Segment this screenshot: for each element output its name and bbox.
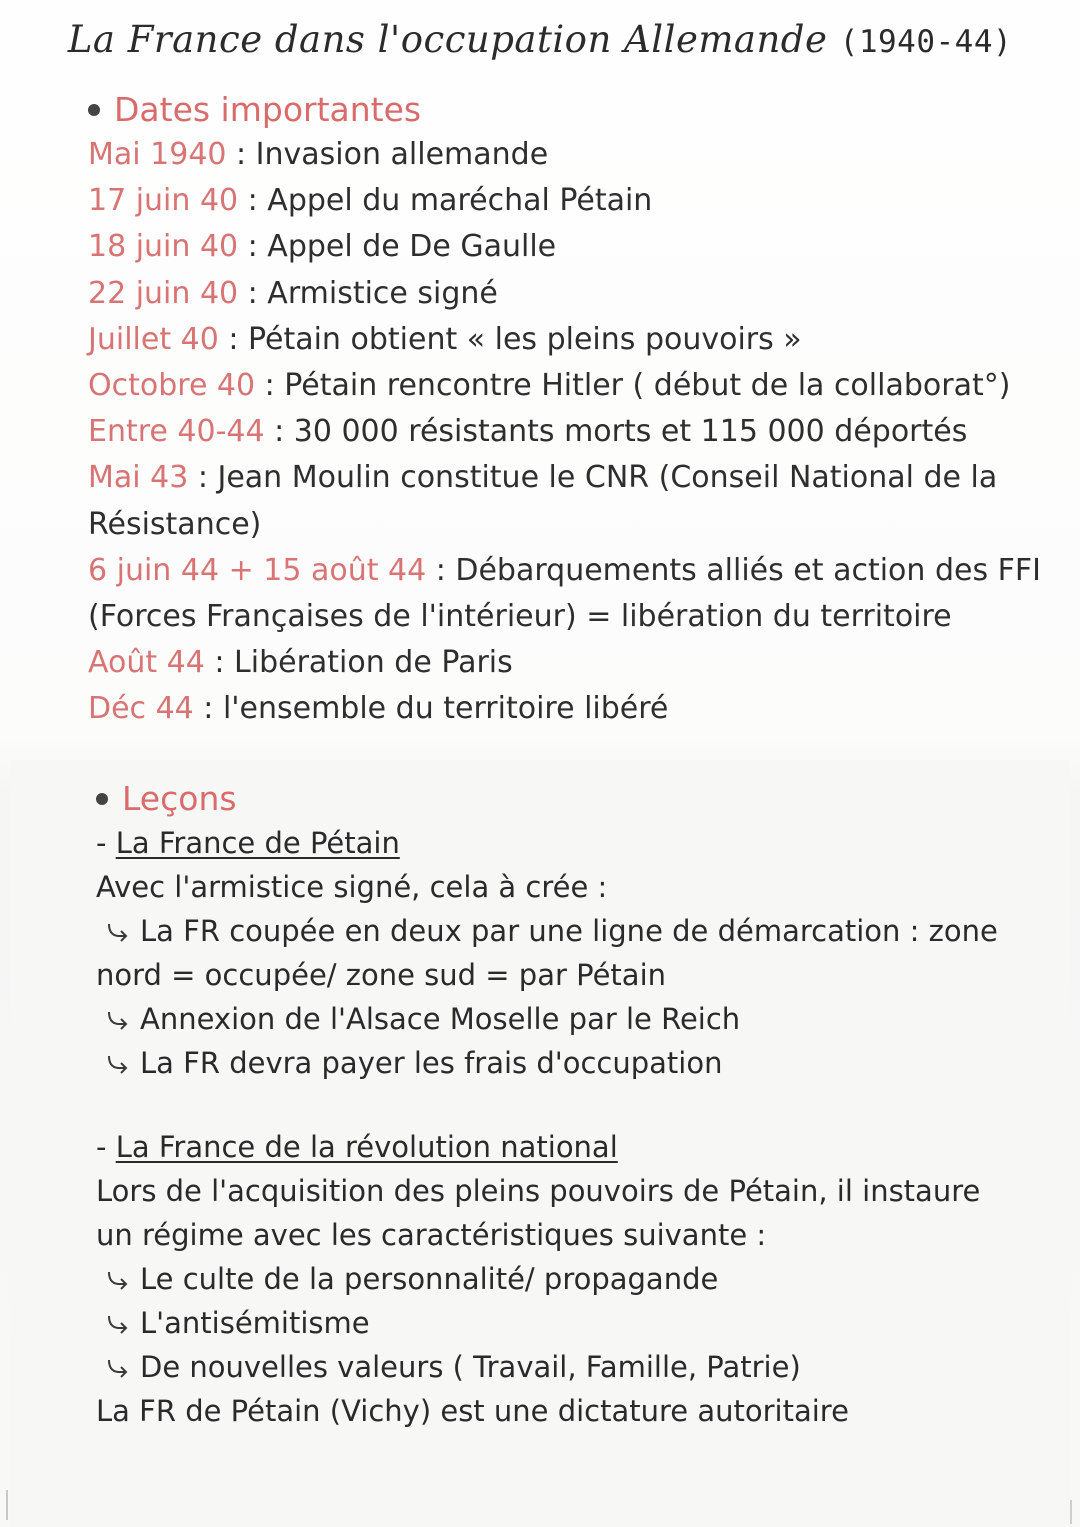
lesson2-intro-cont: un régime avec les caractéristiques suivante : <box>96 1218 767 1252</box>
date-entry <box>88 271 1000 317</box>
lesson1-title: La France de Pétain <box>115 826 400 860</box>
dates-section <box>88 88 1041 733</box>
date-entry-continued <box>88 594 1000 640</box>
date-entry <box>88 548 1041 594</box>
date-description: : 30 000 résistants morts et 115 000 déportés <box>264 414 968 450</box>
date-label: 17 juin 40 <box>88 183 239 219</box>
lesson2-item: L'antisémitisme <box>96 1301 1000 1345</box>
hook-arrow-icon <box>106 921 130 943</box>
date-label: Mai 43 <box>88 460 189 496</box>
date-description: : Débarquements alliés et action des FFI <box>426 552 1041 588</box>
bullet-icon <box>88 104 100 116</box>
dates-heading: Dates importantes <box>88 88 1000 132</box>
date-label: Entre 40-44 <box>88 414 265 450</box>
lesson1-item: Annexion de l'Alsace Moselle par le Reich <box>96 997 1000 1041</box>
date-entry <box>88 409 1000 455</box>
hook-arrow-icon <box>106 1357 130 1379</box>
page-edge <box>6 1490 8 1520</box>
date-label: Octobre 40 <box>88 368 256 404</box>
lesson1-item: La FR coupée en deux par une ligne de démarcation : zone <box>96 909 1000 953</box>
date-entry <box>88 317 1000 363</box>
date-description: : l'ensemble du territoire libéré <box>193 691 669 727</box>
date-entry <box>88 363 1011 409</box>
date-label: 6 juin 44 + 15 août 44 <box>88 552 427 588</box>
date-description: : Armistice signé <box>238 275 498 311</box>
lesson2-item: De nouvelles valeurs ( Travail, Famille, Patrie) <box>96 1345 1000 1389</box>
lesson1-item-cont: nord = occupée/ zone sud = par Pétain <box>96 958 667 992</box>
date-entry <box>88 224 1000 270</box>
date-description: Résistance) <box>88 506 262 542</box>
date-entry-continued <box>88 502 1000 548</box>
lesson1-intro: Avec l'armistice signé, cela à crée : <box>96 870 608 904</box>
date-description: : Invasion allemande <box>226 137 549 172</box>
hook-arrow-icon <box>106 1313 130 1335</box>
date-label: 22 juin 40 <box>88 275 239 311</box>
lesson1-item: La FR devra payer les frais d'occupation <box>96 1041 1000 1085</box>
lesson2-conclusion: La FR de Pétain (Vichy) est une dictature autoritaire <box>96 1394 849 1428</box>
date-label: Mai 1940 <box>88 137 227 172</box>
lesson2-intro: Lors de l'acquisition des pleins pouvoirs de Pétain, il instaure <box>96 1174 981 1208</box>
date-label: 18 juin 40 <box>88 229 239 265</box>
date-description: : Pétain obtient « les pleins pouvoirs » <box>218 321 802 357</box>
date-description: : Appel du maréchal Pétain <box>238 183 653 219</box>
date-label: Déc 44 <box>88 691 194 727</box>
date-entry <box>88 640 1000 686</box>
bullet-icon <box>96 793 108 805</box>
hook-arrow-icon <box>106 1053 130 1075</box>
lesson1-title-row: - La France de Pétain <box>96 826 400 860</box>
date-label: Juillet 40 <box>88 321 219 357</box>
dates-list <box>88 132 1041 733</box>
date-label: Août 44 <box>88 645 205 681</box>
hook-arrow-icon <box>106 1269 130 1291</box>
lesson2-item: Le culte de la personnalité/ propagande <box>96 1257 1000 1301</box>
date-entry <box>88 686 1000 732</box>
date-description: : Jean Moulin constitue le CNR (Conseil National de la <box>188 460 998 496</box>
lessons-section <box>96 777 1000 1433</box>
date-entry <box>88 178 1000 224</box>
lessons-heading: Leçons <box>96 777 1000 821</box>
lesson2-title: La France de la révolution national <box>115 1130 618 1164</box>
date-description: : Appel de De Gaulle <box>238 229 557 265</box>
page-title <box>0 18 1080 61</box>
title-main: La France dans l'occupation Allemande <box>67 18 828 61</box>
title-years: (1940-44) <box>839 24 1013 60</box>
page-edge <box>1070 1500 1072 1524</box>
date-entry <box>88 132 1000 178</box>
date-entry <box>88 455 1000 501</box>
hook-arrow-icon <box>106 1009 130 1031</box>
date-description: : Libération de Paris <box>204 645 513 681</box>
date-description: (Forces Françaises de l'intérieur) = libération du territoire <box>88 599 952 635</box>
date-description: : Pétain rencontre Hitler ( début de la collaborat°) <box>255 368 1011 404</box>
lesson2-title-row: - La France de la révolution national <box>96 1130 618 1164</box>
